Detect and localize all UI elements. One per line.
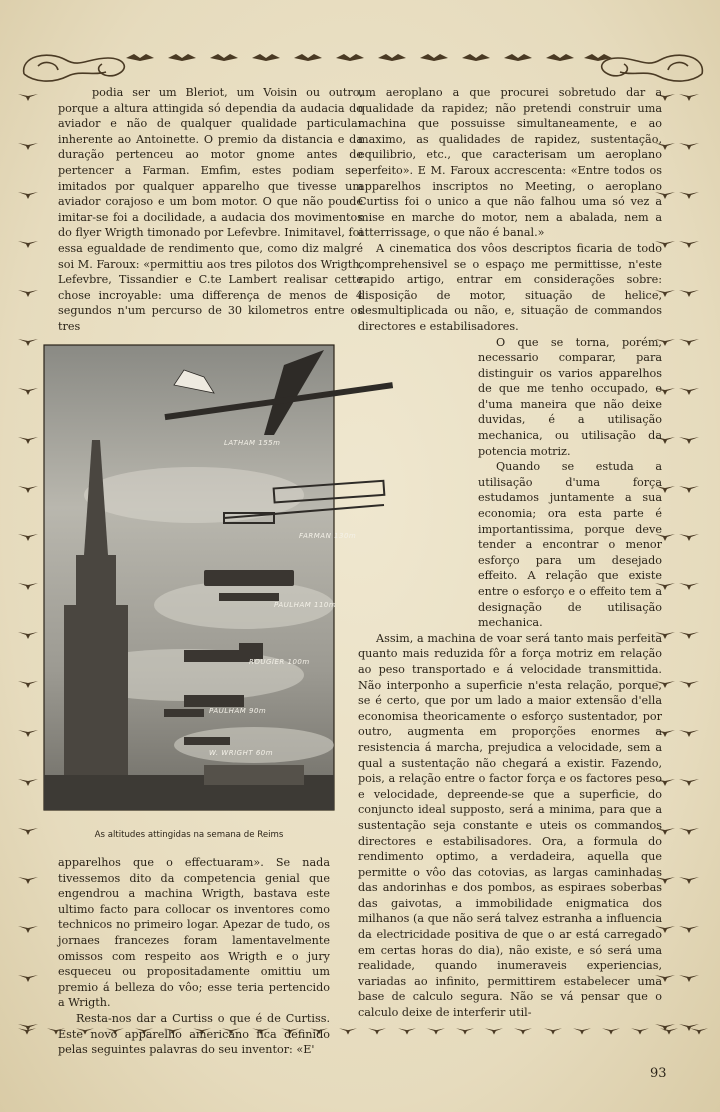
bird-ornament-icon [18, 92, 46, 102]
bird-ornament-icon [631, 1026, 649, 1036]
reims-altitudes-illustration [44, 345, 357, 810]
bird-ornament-icon [18, 875, 46, 885]
figure-caption: As altitudes attingidas na semana de Reims [94, 830, 284, 840]
label-wright: W. WRIGHT 60m [209, 749, 274, 757]
label-farman: FARMAN 130m [299, 532, 357, 540]
bird-ornament-icon [18, 337, 46, 347]
label-latham: LATHAM 155m [224, 439, 281, 447]
bird-ornament-icon [339, 1026, 357, 1036]
bird-ornament-icon [485, 1026, 503, 1036]
bird-ornament-icon [18, 484, 46, 494]
bird-ornament-icon [18, 1026, 36, 1036]
bird-ornament-icon [456, 1026, 474, 1036]
bird-ornament-icon [514, 1026, 532, 1036]
paragraph: A cinematica dos vôos descriptos ficaria de todo comprehensivel se o espaço me permittisse, n'este rapido artigo, entrar em considerações sobre: disposição de motor, situação de helice, desmultiplicada ou não, e, situação de commandos directores e estabilisadores. [358, 241, 662, 333]
aircraft-wright [184, 737, 230, 745]
bird-ornament-icon [573, 1026, 591, 1036]
bird-ornament-icon [18, 288, 46, 298]
label-paulham-90: PAULHAM 90m [209, 707, 267, 715]
paragraph: Quando se estuda a utilisação d'uma força estudamos juntamente a sua economia; ora esta parte é importantissima, porque deve tender a encontrar o menor esforço para um desejado effeito. A relação que existe entre o esforço e o effeito tem a designação de utilisação mechanica. [478, 460, 662, 630]
bird-ornament-icon [18, 532, 46, 542]
paragraph: Assim, a machina de voar será tanto mais perfeita quanto mais reduzida fôr a força motriz em relação ao peso transportado e á velocidade transmittida. Não interponho a superficie n'esta relação, porque, se é certo, que por um lado a maior extensão d'ella economisa theoricamente o esforço sustentador, por outro, augmenta em proporções enormes a resistencia á marcha, prejudica a velocidade, sem a qual a sustentação não chegará a existir. Fazendo, pois, a relação entre o factor força e os factores peso e velocidade, depreende-se que a superficie, do conjuncto ideal supposto, será a minima, para que a sustentação seja constante e uteis os commandos directores e estabilisadores. Ora, a formula do rendimento optimo, a verdadeira, aquella que permitte o vôo das cotovias, as largas caminhadas das andorinhas e dos pombos, as espiraes soberbas das gaivotas, a immobilidade enigmatica dos milhanos (a que não será talvez estranha a influencia da electricidade positiva de que o ar está carregado em certas horas do dia), não existe, e só será uma realidade, quando inumeraveis experiencias, variadas ao infinito, permittirem estabelecer uma base de calculo segura. Não se vá pensar que o calculo deixe de interferir util- [358, 631, 662, 1020]
bird-ornament-icon [427, 1026, 445, 1036]
bird-ornament-icon [18, 924, 46, 934]
paragraph: apparelhos que o effectuaram». Se nada tivessemos dito da competencia genial que engendrou a machina Wrigth, bastava este ultimo facto para collocar os inventores como technicos no primeiro logar. Apezar de tudo, os jornaes francezes foram lamentavelmente omissos com respeito aos Wrigth e o jury esqueceu ou propositadamente omittiu um premio á belleza do vôo; esse teria pertencido a Wrigth. [58, 856, 330, 1010]
paragraph: Resta-nos dar a Curtiss o que é de Curtiss. Este novo apparelho americano fica definido pelas seguintes palavras do seu inventor: «E' [58, 1011, 330, 1057]
bird-ornament-icon [690, 1026, 708, 1036]
bird-ornament-icon [18, 777, 46, 787]
top-ornament-border [18, 44, 708, 90]
bird-ornament-icon [18, 386, 46, 396]
right-column-text [358, 85, 662, 1021]
left-column-bottom-text [58, 855, 330, 1058]
paragraph: O que se torna, porém, necessario comparar, para distinguir os varios apparelhos de que me tenho occupado, e d'uma maneira que não deixe duvidas, é a utilisação mechanica, ou utilisação da potencia motriz. [478, 335, 662, 458]
bird-ornament-icon [18, 435, 46, 445]
bird-ornament-icon [18, 141, 46, 151]
bird-ornament-icon [18, 190, 46, 200]
bird-ornament-icon [544, 1026, 562, 1036]
bird-ornament-icon [18, 728, 46, 738]
bird-ornament-icon [18, 973, 46, 983]
bird-ornament-icon [18, 581, 46, 591]
bird-ornament-icon [18, 679, 46, 689]
paragraph: podia ser um Bleriot, um Voisin ou outro, porque a altura attingida só dependia da audacia do aviador e não de qualquer qualidade particular inherente ao Antoinette. O premio da distancia e da duração pertenceu ao motor gnome antes de pertencer a Farman. Emfim, estes podiam ser imitados por qualquer apparelho que tivesse um aviador corajoso e um bom motor. O que não poude imitar-se foi a docilidade, a audacia dos movimentos do flyer Wrigth timonado por Lefevbre. Inimitavel, foi essa egualdade de rendimento que, como diz malgré soi M. Faroux: «permittiu aos tres pilotos dos Wrigth, Lefevbre, Tissandier e C.te Lambert realisar cette chose incroyable: uma differença de menos de 4 segundos n'um percurso de 30 kilometros entre os tres [58, 86, 363, 333]
bird-ornament-icon [660, 1026, 678, 1036]
bird-ornament-icon [398, 1026, 416, 1036]
bird-ornament-icon [602, 1026, 620, 1036]
paragraph: um aeroplano a que procurei sobretudo dar a qualidade da rapidez; não pretendi construir uma machina que possuisse simultaneamente, e ao maximo, as qualidades de rapidez, sustentação, equilibrio, etc., que caracterisam um aeroplano perfeito». E M. Faroux accrescenta: «Entre todos os apparelhos inscriptos no Meeting, o aeroplano Curtiss foi o unico a que não falhou uma só vez a mise en marche do motor, nem a abalada, nem a atterrissage, o que não é banal.» [358, 86, 662, 240]
bird-ornament-icon [18, 630, 46, 640]
page-number: 93 [650, 1066, 667, 1081]
bird-ornament-icon [368, 1026, 386, 1036]
bird-ornament-icon [18, 826, 46, 836]
bird-ornament-icon [18, 239, 46, 249]
label-paulham-110: PAULHAM 110m [274, 601, 337, 609]
label-rougier: ROUGIER 100m [249, 658, 310, 666]
left-bird-border [18, 92, 46, 1032]
left-column-top-text [58, 85, 363, 335]
